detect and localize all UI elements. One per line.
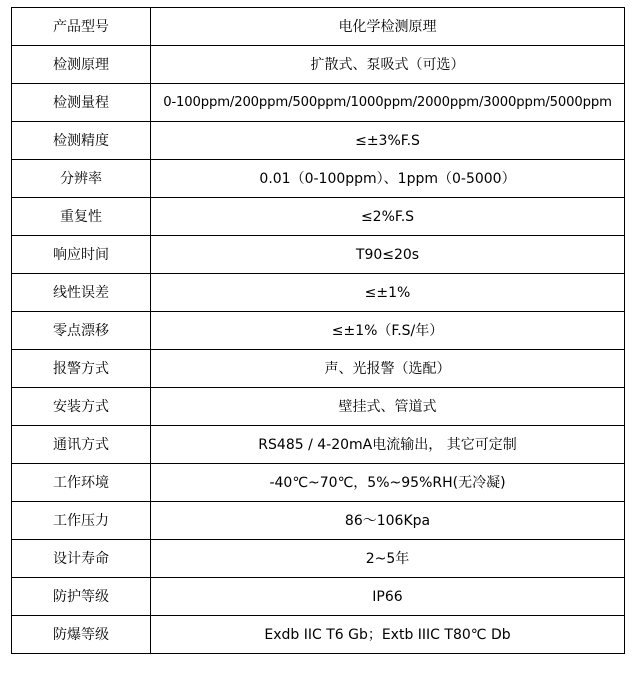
- table-row: [12, 578, 625, 616]
- row-label: 零点漂移: [12, 312, 151, 350]
- table-row: [12, 388, 625, 426]
- row-value: 2~5年: [151, 540, 625, 578]
- row-label: 安装方式: [12, 388, 151, 426]
- row-value: 0-100ppm/200ppm/500ppm/1000ppm/2000ppm/3000ppm/5000ppm: [151, 84, 625, 122]
- table-row: [12, 160, 625, 198]
- row-label: 通讯方式: [12, 426, 151, 464]
- row-label: 工作压力: [12, 502, 151, 540]
- row-value: 壁挂式、管道式: [151, 388, 625, 426]
- table-row: [12, 616, 625, 654]
- row-label: 设计寿命: [12, 540, 151, 578]
- row-label: 防爆等级: [12, 616, 151, 654]
- row-label: 响应时间: [12, 236, 151, 274]
- table-row: [12, 274, 625, 312]
- row-value: 声、光报警（选配）: [151, 350, 625, 388]
- table-row: [12, 84, 625, 122]
- row-label: 产品型号: [12, 8, 151, 46]
- table-row: [12, 198, 625, 236]
- spec-table-body: [12, 8, 625, 654]
- table-row: [12, 540, 625, 578]
- row-value: ≤±3%F.S: [151, 122, 625, 160]
- row-value: 86～106Kpa: [151, 502, 625, 540]
- row-value: -40℃~70℃，5%~95%RH(无冷凝): [151, 464, 625, 502]
- row-value: T90≤20s: [151, 236, 625, 274]
- row-value: RS485 / 4-20mA电流输出， 其它可定制: [151, 426, 625, 464]
- row-value: 电化学检测原理: [151, 8, 625, 46]
- row-value: ≤2%F.S: [151, 198, 625, 236]
- row-label: 重复性: [12, 198, 151, 236]
- table-row: [12, 350, 625, 388]
- row-value: 0.01（0-100ppm）、1ppm（0-5000）: [151, 160, 625, 198]
- row-value: Exdb IIC T6 Gb；Extb IIIC T80℃ Db: [151, 616, 625, 654]
- table-row: [12, 426, 625, 464]
- table-row: [12, 502, 625, 540]
- table-row: [12, 46, 625, 84]
- spec-table: [11, 7, 625, 654]
- row-label: 防护等级: [12, 578, 151, 616]
- row-value: IP66: [151, 578, 625, 616]
- row-value: 扩散式、泵吸式（可选）: [151, 46, 625, 84]
- row-label: 检测精度: [12, 122, 151, 160]
- table-row: [12, 8, 625, 46]
- row-label: 线性误差: [12, 274, 151, 312]
- row-label: 检测原理: [12, 46, 151, 84]
- table-row: [12, 312, 625, 350]
- row-label: 报警方式: [12, 350, 151, 388]
- row-label: 检测量程: [12, 84, 151, 122]
- row-value: ≤±1%（F.S/年）: [151, 312, 625, 350]
- table-row: [12, 122, 625, 160]
- row-label: 分辨率: [12, 160, 151, 198]
- table-row: [12, 236, 625, 274]
- row-label: 工作环境: [12, 464, 151, 502]
- table-row: [12, 464, 625, 502]
- row-value: ≤±1%: [151, 274, 625, 312]
